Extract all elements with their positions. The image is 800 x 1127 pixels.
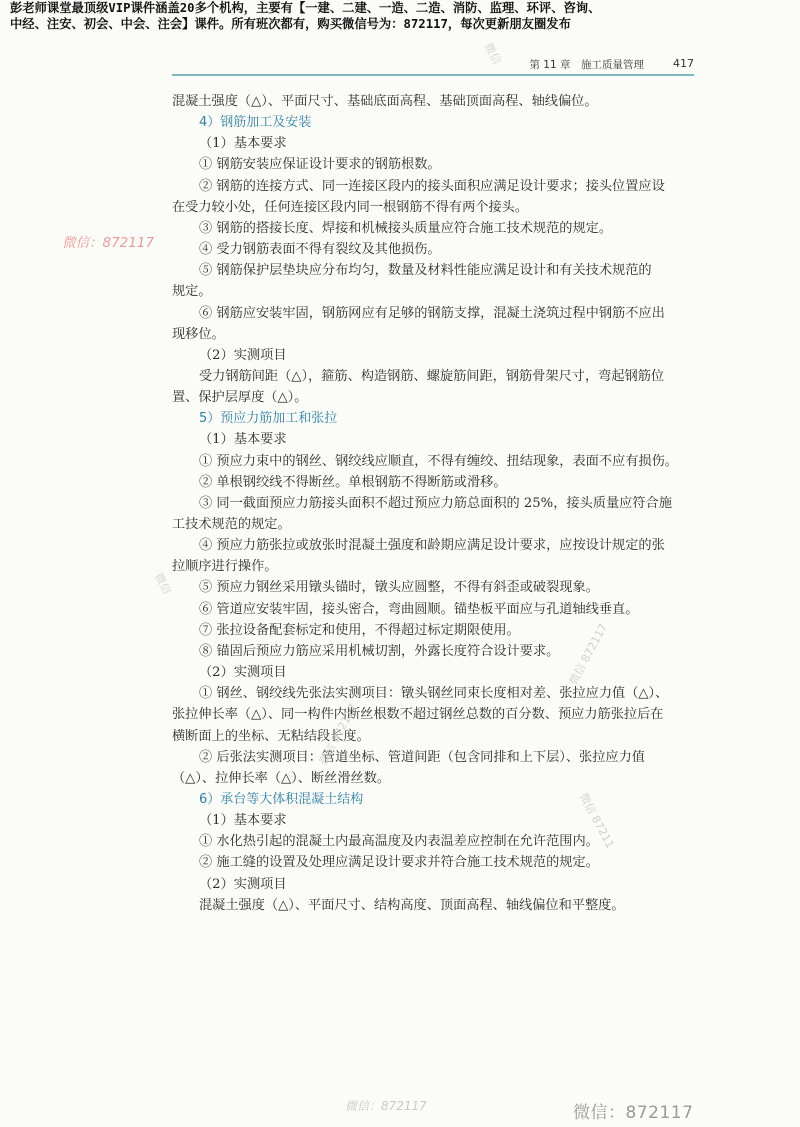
- text-line: 混凝土强度（△）、平面尺寸、基础底面高程、基础顶面高程、轴线偏位。: [172, 94, 598, 109]
- section-heading: 5）预应力筋加工和张拉: [199, 411, 338, 427]
- promo-banner: [10, 0, 792, 32]
- watermark-diagonal: 微信 872117: [316, 701, 360, 768]
- watermark-diagonal: 微信 872117: [566, 621, 610, 688]
- text-line: ③ 同一截面预应力筋接头面积不超过预应力筋总面积的 25%，接头质量应符合施: [199, 495, 672, 511]
- section-heading: 4）钢筋加工及安装: [199, 115, 312, 131]
- promo-banner-line-2: 中经、注安、初会、中会、注会】课件。所有班次都有，购买微信号为：872117，每次更新朋友圈发布: [10, 17, 571, 31]
- text-line: （1）基本要求: [199, 432, 287, 448]
- text-line: ① 钢丝、钢绞线先张法实测项目：镦头钢丝同束长度相对差、张拉应力值（△）、: [199, 686, 669, 702]
- text-line: ② 后张法实测项目：管道坐标、管道间距（包含同排和上下层）、张拉应力值: [199, 749, 645, 765]
- text-line: ⑤ 预应力钢丝采用镦头锚时，镦头应圆整，不得有斜歪或破裂现象。: [199, 580, 599, 596]
- text-line: 张拉伸长率（△）、同一构件内断丝根数不超过钢丝总数的百分数、预应力筋张拉后在: [172, 707, 664, 723]
- watermark-bottom: 微信：872117: [345, 1099, 427, 1113]
- watermark-diagonal: 微信: [151, 570, 174, 597]
- header-rule: [172, 74, 694, 76]
- text-line: ③ 钢筋的搭接长度、焊接和机械接头质量应符合施工技术规范的规定。: [199, 220, 613, 236]
- text-line: ① 水化热引起的混凝土内最高温度及内表温差应控制在允许范围内。: [199, 834, 599, 850]
- text-line: ⑥ 管道应安装牢固，接头密合，弯曲圆顺。锚垫板平面应与孔道轴线垂直。: [199, 601, 639, 617]
- text-line: （1）基本要求: [199, 136, 287, 152]
- text-line: ④ 受力钢筋表面不得有裂纹及其他损伤。: [199, 242, 441, 258]
- text-line: ① 预应力束中的钢丝、钢绞线应顺直，不得有缠绞、扭结现象，表面不应有损伤。: [199, 453, 678, 469]
- text-line: ② 施工缝的设置及处理应满足设计要求并符合施工技术规范的规定。: [199, 855, 599, 871]
- text-line: 横断面上的坐标、无粘结段长度。: [172, 728, 370, 744]
- text-line: 混凝土强度（△）、平面尺寸、结构高度、顶面高程、轴线偏位和平整度。: [199, 897, 625, 913]
- promo-banner-line-1: 彭老师课堂最顶级VIP课件涵盖20多个机构，主要有【一建、二建、一造、二造、消防、监理、环评、咨询、: [10, 1, 601, 15]
- text-line: ⑧ 锚固后预应力筋应采用机械切割，外露长度符合设计要求。: [199, 643, 560, 659]
- text-line: ④ 预应力筋张拉或放张时混凝土强度和龄期应满足设计要求，应按设计规定的张: [199, 538, 665, 554]
- text-line: （1）基本要求: [199, 813, 287, 829]
- chapter-title: 第 11 章 施工质量管理: [529, 59, 644, 71]
- text-line: ① 钢筋安装应保证设计要求的钢筋根数。: [199, 157, 441, 173]
- text-line: ② 单根钢绞线不得断丝。单根钢筋不得断筋或滑移。: [199, 474, 507, 490]
- text-line: 拉顺序进行操作。: [172, 559, 278, 575]
- text-line: 受力钢筋间距（△），箍筋、构造钢筋、螺旋筋间距，钢筋骨架尺寸，弯起钢筋位: [199, 368, 665, 384]
- text-line: 在受力较小处，任何连接区段内同一根钢筋不得有两个接头。: [172, 199, 529, 215]
- text-line: 工技术规范的规定。: [172, 517, 291, 532]
- page-number: 417: [673, 57, 694, 70]
- text-line: （2）实测项目: [199, 876, 287, 892]
- text-line: ⑦ 张拉设备配套标定和使用，不得超过标定期限使用。: [199, 622, 520, 638]
- text-line: 现移位。: [172, 326, 225, 342]
- section-heading: 6）承台等大体积混凝土结构: [199, 791, 364, 807]
- text-line: 规定。: [172, 284, 212, 300]
- text-line: ⑤ 钢筋保护层垫块应分布均匀，数量及材料性能应满足设计和有关技术规范的: [199, 263, 652, 279]
- page-header: [172, 57, 694, 73]
- watermark-diagonal: 微信 87211: [576, 790, 617, 851]
- text-line: 置、保护层厚度（△）。: [172, 390, 308, 406]
- watermark-corner: 微信：872117: [573, 1103, 694, 1123]
- text-line: （2）实测项目: [199, 347, 287, 363]
- watermark-left: 微信：872117: [62, 235, 155, 251]
- watermark-diagonal: 微信: [481, 40, 504, 67]
- text-line: （2）实测项目: [199, 665, 287, 681]
- text-line: （△）、拉伸长率（△）、断丝滑丝数。: [172, 770, 391, 786]
- text-line: ② 钢筋的连接方式、同一连接区段内的接头面积应满足设计要求；接头位置应设: [199, 178, 665, 194]
- text-line: ⑥ 钢筋应安装牢固，钢筋网应有足够的钢筋支撑，混凝土浇筑过程中钢筋不应出: [199, 305, 665, 321]
